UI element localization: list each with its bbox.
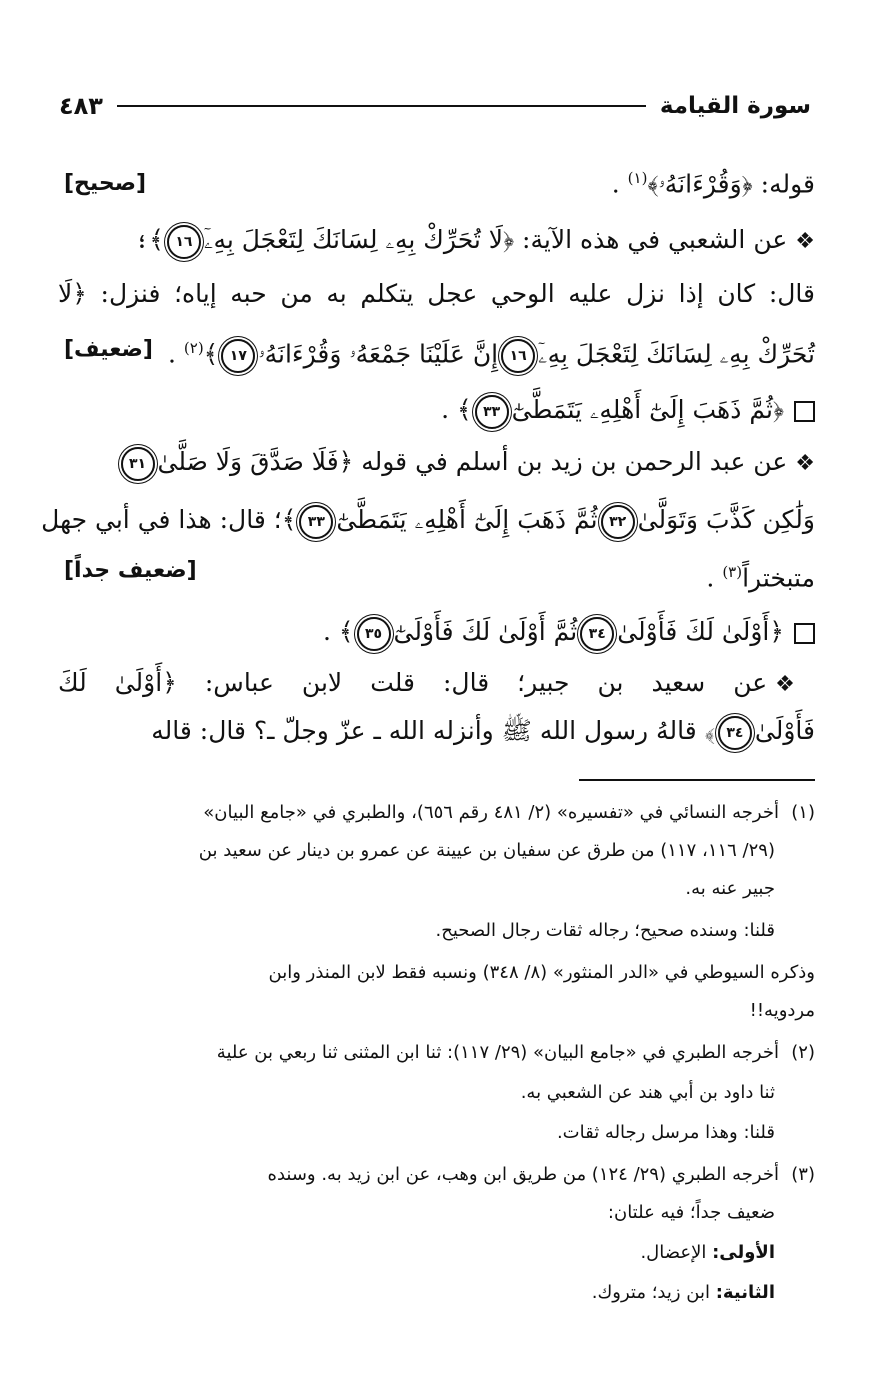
aya-number-marker: ١٧ [221,339,255,373]
text-line-5 [58,382,815,438]
footnote-1-line-3 [18,872,815,906]
footnote-3-line-2 [18,1196,815,1230]
quran-quote: وَلَٰكِن كَذَّبَ وَتَوَلَّىٰ [637,505,815,534]
line7-text: قال: هذا في أبي جهل [41,505,266,534]
footnote-text: ثنا داود بن أبي هند عن الشعبي به. [520,1082,775,1103]
line6-text: عن عبد الرحمن بن زيد بن أسلم في قوله [353,447,788,476]
footnote-label: الثانية: [715,1282,775,1303]
line11-text: قالهُ رسول الله ﷺ وأنزله الله ـ عزّ وجلّ ـ؟ قال: قاله [151,716,697,745]
line2-text: عن الشعبي في هذه الآية: [514,225,788,254]
text-line-11 [58,703,815,759]
footnote-text: ضعيف جداً؛ فيه علتان: [607,1202,775,1223]
footnote-text: أخرجه النسائي في «تفسيره» (٢/ ٤٨١ رقم ٦٥٦)، والطبري في «جامع البيان» [203,802,779,823]
square-bullet-icon [794,623,815,644]
footnote-1-line-1 [58,796,815,830]
aya-number-marker: ٣٤ [718,716,752,750]
quran-quote: ﴿لَا تُحَرِّكْ بِهِۦ لِسَانَكَ لِتَعْجَلَ بِهِۦٓ [203,225,515,254]
line8-text: متبختراً [742,563,815,593]
text-line-4 [58,320,815,376]
quran-close: ﴾؛ [265,505,297,534]
quran-quote: ﴿فَلَا صَدَّقَ وَلَا صَلَّىٰ [157,447,354,476]
quran-quote: ثُمَّ أَوْلَىٰ لَكَ فَأَوْلَىٰٓ [393,617,578,646]
quran-quote: تُحَرِّكْ بِهِۦ لِسَانَكَ لِتَعْجَلَ بِهِۦٓ [538,339,815,369]
aya-number-marker: ٣١ [121,447,155,481]
star-bullet-icon: ❖ [775,672,815,697]
aya-number-marker: ٣٤ [580,617,614,651]
footnote-3-line-3 [18,1236,815,1270]
aya-number-marker: ٣٣ [299,505,333,539]
quran-close: ﴾؛ [134,225,164,254]
footnote-text: جبير عنه به. [685,878,775,899]
footnote-1-line-4 [18,914,815,948]
footnote-number: (١) [791,802,815,823]
text-line-2 [58,212,815,268]
line10-text: عن سعيد بن جبير؛ قال: قلت لابن عباس: [176,668,768,697]
footnote-text: (٢٩/ ١١٦، ١١٧) من طرق عن سفيان بن عيينة عن عمرو بن دينار عن سعيد بن [198,840,775,861]
page-header [59,86,811,126]
footnote-text: الإعضال. [640,1242,713,1263]
footnote-text: وذكره السيوطي في «الدر المنثور» (٨/ ٣٤٨) ونسبه فقط لابن المنذر وابن [268,962,815,983]
quran-quote: ﴿وَقُرْءَانَهُۥ﴾ [647,169,753,199]
footnote-2-line-2 [18,1076,815,1110]
text-line-9 [58,604,815,660]
text-line-7 [41,492,815,548]
footnote-text: قلنا: وسنده صحيح؛ رجاله ثقات رجال الصحيح. [435,920,775,941]
line8-suffix: . [706,563,723,593]
grade-sahih: [صحيح] [64,171,147,196]
quran-close: ﴾ [696,716,715,745]
square-bullet-icon [794,401,815,422]
star-bullet-icon: ❖ [795,229,815,254]
quran-close: ﴾ . [441,395,472,424]
quran-quote: ثُمَّ ذَهَبَ إِلَىٰٓ أَهْلِهِۦ يَتَمَطَّىٰٓ [336,505,598,534]
footnote-number: (٣) [791,1164,815,1185]
footnote-text: مردويه!! [749,1000,815,1021]
quran-close: ﴾ . [322,617,354,646]
line1-suffix: . [611,169,628,199]
aya-number-marker: ٣٥ [357,617,391,651]
line3-text: قال: كان إذا نزل عليه الوحي عجل يتكلم به من حبه إياه؛ فنزل: ﴿لَا [58,279,815,308]
line4-suffix: . [167,339,184,369]
footnote-label: الأولى: [712,1242,775,1263]
footnote-1-line-2 [18,834,815,868]
text-line-3 [58,266,815,322]
footnote-1-line-5 [58,956,815,990]
star-bullet-icon: ❖ [795,451,815,476]
page-number: ٤٨٣ [59,92,103,120]
quran-quote: فَأَوْلَىٰ [754,716,815,745]
surah-title: سورة القيامة [659,93,811,119]
footnote-text: أخرجه الطبري في «جامع البيان» (٢٩/ ١١٧): ثنا ابن المثنى ثنا ربعي بن علية [216,1042,779,1063]
aya-number-marker: ٣٢ [601,505,635,539]
aya-number-marker: ١٦ [167,225,201,259]
footnote-2-line-3 [18,1116,815,1150]
footnote-ref-1: (١) [627,169,648,187]
footnote-3-line-4 [18,1276,815,1310]
footnote-ref-3: (٣) [722,563,743,581]
footnote-ref-2: (٢) [183,339,204,357]
text-line-1 [58,150,815,206]
quran-quote: ﴿أَوْلَىٰ لَكَ [58,668,177,697]
footnote-2-line-1 [58,1036,815,1070]
footnote-text: ابن زيد؛ متروك. [591,1282,716,1303]
text-line-6 [58,434,815,490]
footnote-separator [579,779,815,781]
header-rule [117,105,646,107]
line1-prefix: قوله: [752,169,815,199]
quran-close: ﴾ [203,339,219,369]
footnote-1-line-6 [58,994,815,1028]
footnote-3-line-1 [58,1158,815,1192]
aya-number-marker: ١٦ [501,339,535,373]
grade-daif: [ضعيف] [64,337,153,362]
footnote-text: قلنا: وهذا مرسل رجاله ثقات. [556,1122,775,1143]
footnote-text: أخرجه الطبري (٢٩/ ١٢٤) من طريق ابن وهب، عن ابن زيد به. وسنده [267,1164,779,1185]
aya-number-marker: ٣٣ [475,395,509,429]
quran-quote: إِنَّ عَلَيْنَا جَمْعَهُۥ وَقُرْءَانَهُۥ [258,339,499,369]
quran-quote: ﴿ثُمَّ ذَهَبَ إِلَىٰٓ أَهْلِهِۦ يَتَمَطَّىٰٓ [511,395,784,424]
footnote-number: (٢) [791,1042,815,1063]
grade-daif-jiddan: [ضعيف جداً] [64,558,197,583]
quran-quote: ﴿أَوْلَىٰ لَكَ فَأَوْلَىٰ [617,617,784,646]
